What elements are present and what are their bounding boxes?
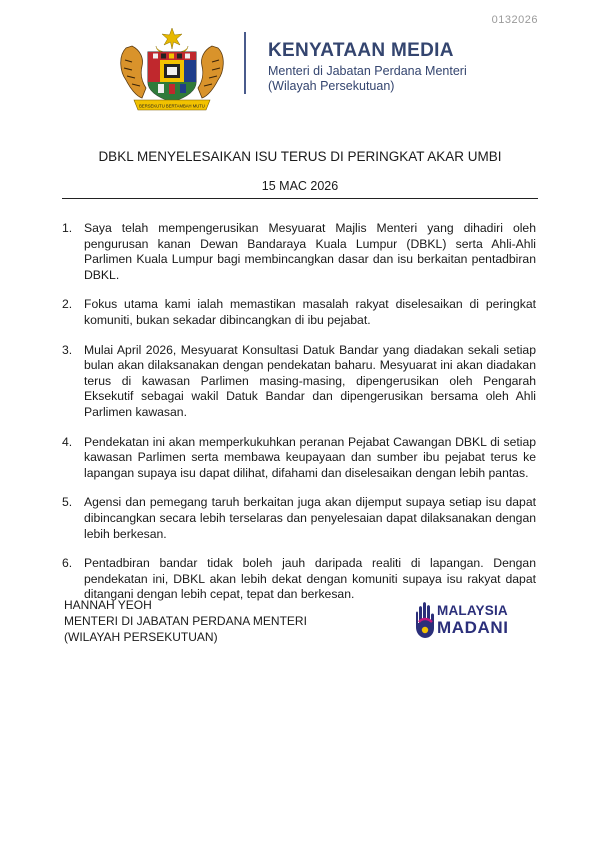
paragraph-6: [62, 556, 536, 603]
malaysia-coat-of-arms-icon: [112, 26, 232, 112]
malaysia-madani-logo: [413, 600, 523, 640]
signature-block: [64, 597, 307, 645]
paragraph-text: Pendekatan ini akan memperkukuhkan peranan Pejabat Cawangan DBKL di setiap kawasan Parlimen serta membawa keupayaan dan sumber ibu pejabat terus ke lapangan supaya isu dapat dilihat, difahami dan diselesaikan dengan lebih pantas.: [84, 434, 536, 480]
crest-motto: BERSEKUTU BERTAMBAH MUTU: [139, 103, 205, 109]
paragraph-text: Saya telah mempengerusikan Mesyuarat Majlis Menteri yang dihadiri oleh pengurusan kanan Dewan Bandaraya Kuala Lumpur (DBKL) serta Ahli-Ahli Parlimen Kuala Lumpur bagi membincangkan dasar dan isu berkaitan pentadbiran DBKL.: [84, 221, 536, 282]
paragraph-5: [62, 495, 536, 542]
paragraph-number: 5.: [62, 495, 73, 510]
madani-wordmark: [437, 602, 509, 636]
paragraph-3: [62, 343, 536, 421]
signatory-position-line1: MENTERI DI JABATAN PERDANA MENTERI: [64, 614, 307, 628]
paragraph-4: [62, 435, 536, 482]
signatory-name: HANNAH YEOH: [64, 598, 152, 612]
paragraph-number: 2.: [62, 297, 73, 312]
header-subtitle: [268, 64, 467, 94]
paragraph-number: 3.: [62, 342, 73, 357]
statement-paragraphs: [62, 221, 536, 617]
signatory-position-line2: (WILAYAH PERSEKUTUAN): [64, 630, 218, 644]
paragraph-text: Agensi dan pemegang taruh berkaitan juga akan dijemput supaya setiap isu dapat dibincangkan secara lebih terselaras dan penyelesaian dapat dilaksanakan dengan lebih berkesan.: [84, 495, 536, 541]
header-subtitle-line2: (Wilayah Persekutuan): [268, 79, 395, 93]
paragraph-text: Mulai April 2026, Mesyuarat Konsultasi Datuk Bandar yang diadakan sekali setiap bulan akan dilaksanakan dengan pendekatan baharu. Mesyuarat ini akan diadakan terus di kawasan Parlimen masing-masing, dipengerusikan oleh Pengarah Eksekutif sebagai wakil Datuk Bandar dan dipengerusikan bersama oleh Ahli Parlimen kawasan.: [84, 342, 536, 419]
madani-line1: MALAYSIA: [437, 603, 508, 618]
paragraph-text: Pentadbiran bandar tidak boleh jauh daripada realiti di lapangan. Dengan pendekatan ini, DBKL akan lebih dekat dengan komuniti supaya isu rakyat dapat ditangani dengan lebih cepat, tepat dan berkesan.: [84, 556, 536, 602]
document-date: 15 MAC 2026: [261, 179, 339, 193]
document-reference-number: 0132026: [491, 14, 538, 26]
madani-hand-icon: [413, 601, 435, 639]
paragraph-text: Fokus utama kami ialah memastikan masalah rakyat diselesaikan di peringkat komuniti, bukan sekadar dibincangkan di ibu pejabat.: [84, 297, 536, 327]
document-title: DBKL MENYELESAIKAN ISU TERUS DI PERINGKAT AKAR UMBI: [98, 149, 502, 164]
paragraph-number: 4.: [62, 434, 73, 449]
header-title: KENYATAAN MEDIA: [268, 40, 454, 61]
header-divider: [244, 32, 246, 94]
header-subtitle-line1: Menteri di Jabatan Perdana Menteri: [268, 64, 467, 78]
paragraph-2: [62, 297, 536, 328]
madani-line2: MADANI: [437, 618, 509, 637]
paragraph-number: 1.: [62, 221, 73, 235]
title-divider: [62, 198, 538, 199]
paragraph-number: 6.: [62, 556, 73, 571]
paragraph-1: [62, 221, 536, 283]
